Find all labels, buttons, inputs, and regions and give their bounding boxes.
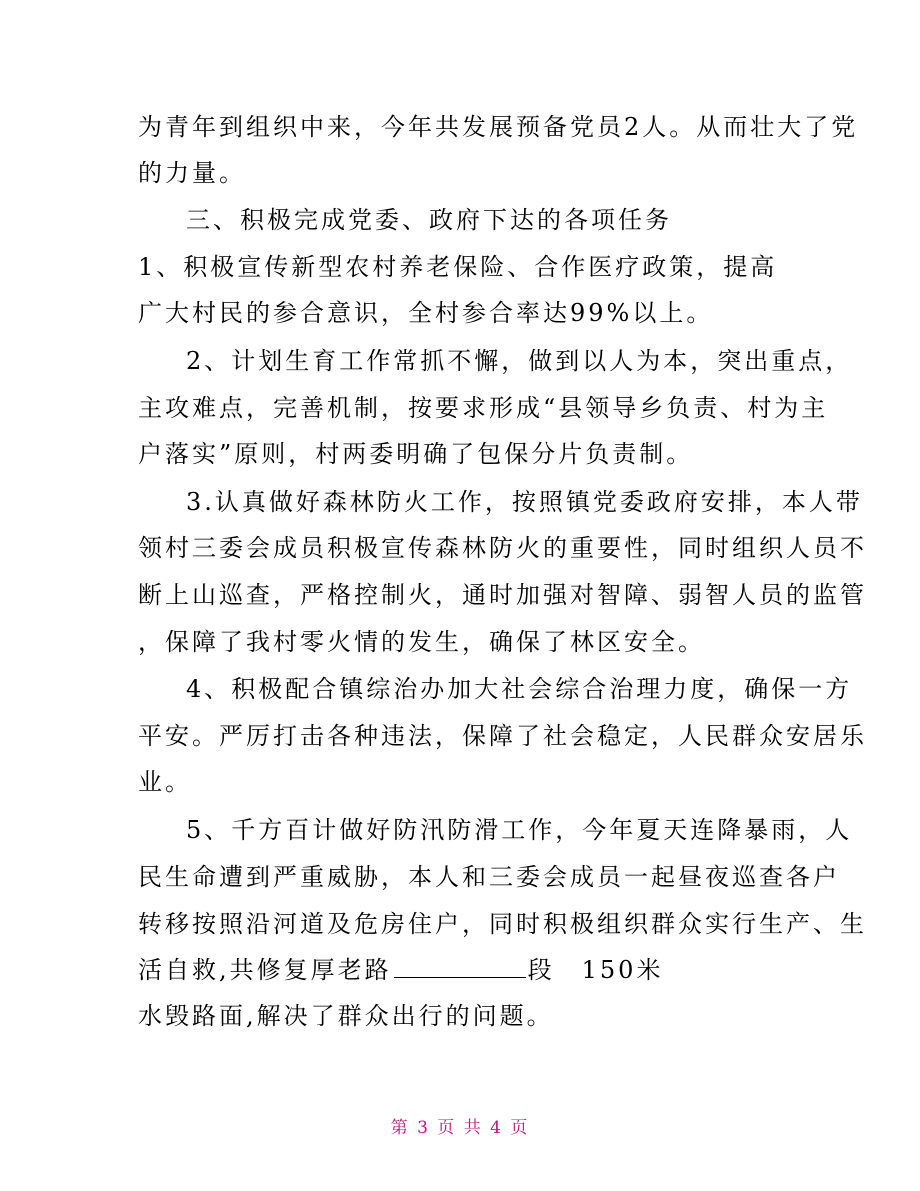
text-line: 的力量。 xyxy=(138,159,246,187)
text-line: 5、千方百计做好防汛防滑工作，今年夏天连降暴雨，人 xyxy=(186,816,853,844)
text-line-with-blank xyxy=(138,955,663,985)
text-line: 为青年到组织中来，今年共发展预备党员2人。从而壮大了党 xyxy=(138,113,859,141)
text-line: 3.认真做好森林防火工作，按照镇党委政府安排，本人带 xyxy=(186,488,863,516)
text-line: 业。 xyxy=(138,768,192,796)
text-line: ，保障了我村零火情的发生，确保了林区安全。 xyxy=(138,628,705,656)
text-line: 水毁路面,解决了群众出行的问题。 xyxy=(138,1002,554,1030)
text-line: 转移按照沿河道及危房住户，同时积极组织群众实行生产、生 xyxy=(138,910,867,938)
text-line: 4、积极配合镇综治办加大社会综合治理力度，确保一方 xyxy=(186,675,853,703)
section-heading: 三、积极完成党委、政府下达的各项任务 xyxy=(186,206,672,234)
fill-in-blank xyxy=(394,957,526,978)
text-line: 1、积极宣传新型农村养老保险、合作医疗政策，提高 xyxy=(138,253,778,281)
text-line: 领村三委会成员积极宣传森林防火的重要性，同时组织人员不 xyxy=(138,534,867,562)
text-line: 2、计划生育工作常抓不懈，做到以人为本，突出重点， xyxy=(186,347,853,375)
text-line: 断上山巡查，严格控制火，通时加强对智障、弱智人员的监管 xyxy=(138,581,867,609)
text-line: 主攻难点，完善机制，按要求形成“县领导乡负责、村为主 xyxy=(138,394,829,422)
text-line: 平安。严厉打击各种违法，保障了社会稳定，人民群众安居乐 xyxy=(138,722,867,750)
text-line: 民生命遭到严重威胁，本人和三委会成员一起昼夜巡查各户 xyxy=(138,863,840,891)
text-line: 户落实”原则，村两委明确了包保分片负责制。 xyxy=(138,440,694,468)
page-footer: 第 3 页 共 4 页 xyxy=(390,1118,530,1138)
text-segment: 段 150米 xyxy=(527,956,664,984)
text-segment: 活自救,共修复厚老路 xyxy=(138,956,392,984)
text-line: 广大村民的参合意识，全村参合率达99%以上。 xyxy=(138,299,714,327)
